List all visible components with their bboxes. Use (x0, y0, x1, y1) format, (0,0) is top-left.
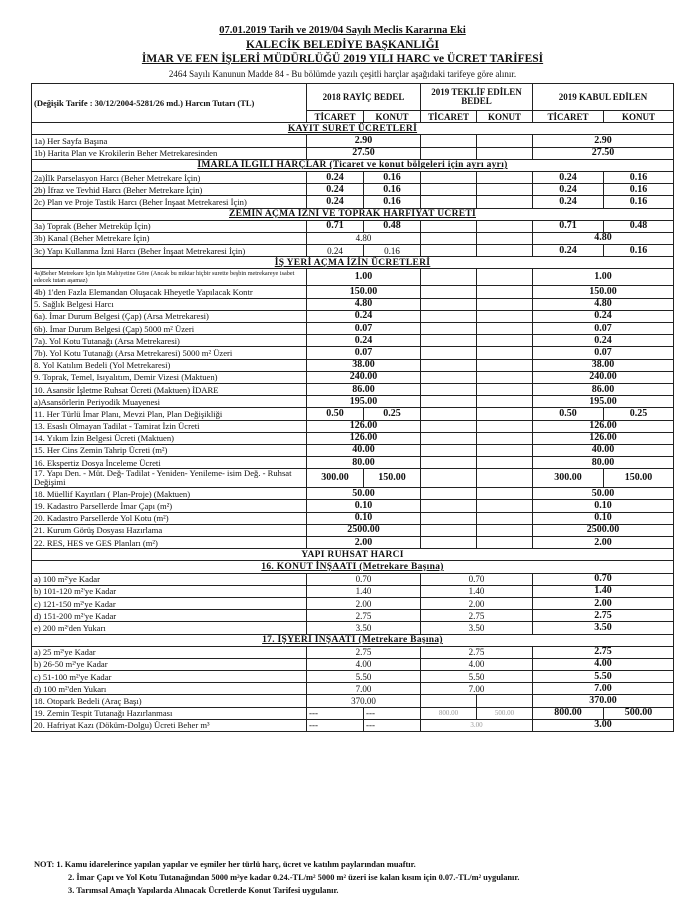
table-row (32, 335, 674, 347)
value-2019: 7.00 (533, 683, 674, 695)
value-2018: 50.00 (307, 488, 421, 500)
value-2019: 126.00 (533, 420, 674, 432)
value-2018: 195.00 (307, 396, 421, 408)
value-2018-konut: 0.25 (364, 408, 421, 420)
row-label: a) 100 m²'ye Kadar (32, 573, 307, 585)
row-label: 2c) Plan ve Proje Tastik Harcı (Beher İnşaat Metrekaresi İçin) (32, 196, 307, 208)
value-2019: 0.24 (533, 310, 674, 322)
value-2019: 0.10 (533, 512, 674, 524)
value-2019-ticaret: 0.24 (533, 171, 604, 183)
table-row (32, 196, 674, 208)
value-2019: 1.00 (533, 269, 674, 286)
note-2: 2. İmar Çapı ve Yol Kotu Tutanağından 5000 m²ye kadar 0.24.-TL/m² 5000 m² üzeri ise kalan kısım için 0.07.-TL/m² uygulanır. (68, 873, 520, 882)
subheader-konut: KONUT (604, 111, 674, 123)
value-2019-konut: 0.16 (604, 171, 674, 183)
row-label: 19. Kadastro Parsellerde İmar Çapı (m²) (32, 500, 307, 512)
value-2019-konut: 0.16 (604, 196, 674, 208)
section-heading: İMARLA İLGİLİ HARÇLAR (Ticaret ve konut bölgeleri için ayrı ayrı) (32, 159, 674, 171)
value-2018: 2.00 (307, 597, 421, 609)
table-row (32, 658, 674, 670)
value-2018-ticaret: 0.24 (307, 196, 364, 208)
subheader-konut: KONUT (364, 111, 421, 123)
section-heading: KAYIT SURET ÜCRETLERİ (32, 123, 674, 135)
row-label: b) 26-50 m²'ye Kadar (32, 658, 307, 670)
value-2018-ticaret: --- (307, 719, 364, 731)
value-2018-konut: 0.16 (364, 245, 421, 257)
value-2019-konut: 0.25 (604, 408, 674, 420)
value-2019: 2500.00 (533, 524, 674, 536)
section-heading: ZEMİN AÇMA İZNİ VE TOPRAK HARFİYAT ÜCRETİ (32, 208, 674, 220)
row-label: d) 100 m²'den Yukarı (32, 683, 307, 695)
value-2019: 40.00 (533, 444, 674, 456)
value-2018-konut: 150.00 (364, 469, 421, 488)
table-row (32, 573, 674, 585)
value-2018: 2.90 (307, 135, 421, 147)
value-2019-proposed-konut: 500.00 (477, 707, 533, 719)
table-row (32, 147, 674, 159)
table-row (32, 232, 674, 244)
table-row (32, 383, 674, 395)
description-column-header: (Değişik Tarife : 30/12/2004-5281/26 md.) Harcın Tutarı (TL) (32, 84, 307, 123)
value-2018: 126.00 (307, 432, 421, 444)
table-row (32, 347, 674, 359)
table-row (32, 597, 674, 609)
value-2019-konut: 0.16 (604, 245, 674, 257)
table-row (32, 432, 674, 444)
row-label: a) 25 m²'ye Kadar (32, 646, 307, 658)
value-2019: 126.00 (533, 432, 674, 444)
table-row (32, 420, 674, 432)
value-2018: 2500.00 (307, 524, 421, 536)
value-2018-konut: 0.16 (364, 196, 421, 208)
row-label: e) 200 m²'den Yukarı (32, 622, 307, 634)
value-2019: 2.90 (533, 135, 674, 147)
row-label: 9. Toprak, Temel, Isıyalıtım, Demir Vizesi (Maktuen) (32, 371, 307, 383)
row-label: 19. Zemin Tespit Tutanağı Hazırlanması (32, 707, 307, 719)
table-row (32, 585, 674, 597)
table-row (32, 184, 674, 196)
table-row (32, 695, 674, 707)
row-label: 5. Sağlık Belgesi Harcı (32, 298, 307, 310)
value-2018-ticaret: 0.24 (307, 245, 364, 257)
row-label: 22. RES, HES ve GES Planları (m²) (32, 537, 307, 549)
row-label: 2b) İfraz ve Tevhid Harcı (Beher Metrekare İçin) (32, 184, 307, 196)
table-row (32, 488, 674, 500)
value-2019-proposed-ticaret: 800.00 (421, 707, 477, 719)
note-1: NOT: 1. Kamu idarelerince yapılan yapılar ve eşmiler her türlü harç, ücret ve katılım paylarından muaftır. (34, 860, 416, 869)
row-label: a)Asansörlerin Periyodik Muayenesi (32, 396, 307, 408)
table-row (32, 646, 674, 658)
value-2019-ticaret: 0.24 (533, 184, 604, 196)
value-2019: 5.50 (533, 671, 674, 683)
value-2019: 370.00 (533, 695, 674, 707)
value-2019: 2.75 (533, 646, 674, 658)
value-2019-konut: 500.00 (604, 707, 674, 719)
row-label: 6b). İmar Durum Belgesi (Çap) 5000 m² Üzeri (32, 323, 307, 335)
table-row (32, 524, 674, 536)
table-row (32, 512, 674, 524)
value-2019: 86.00 (533, 383, 674, 395)
table-row (32, 408, 674, 420)
row-label: 4a)Beher Metrekare İçin İşin Mahiyetine Göre (Ancak bu miktar hiçbir surette beşbin metrekareye isabet edecek tutarı aşamaz) (32, 269, 307, 286)
row-label: 1b) Harita Plan ve Krokilerin Beher Metrekaresinden (32, 147, 307, 159)
row-label: 18. Otopark Bedeli (Araç Başı) (32, 695, 307, 707)
table-row (32, 220, 674, 232)
row-label: d) 151-200 m²'ye Kadar (32, 610, 307, 622)
table-row (32, 371, 674, 383)
value-2019: 2.75 (533, 610, 674, 622)
value-2019: 4.00 (533, 658, 674, 670)
value-2018-konut: 0.16 (364, 171, 421, 183)
value-2018: 2.75 (307, 610, 421, 622)
value-2018: 0.10 (307, 512, 421, 524)
table-row (32, 298, 674, 310)
value-2018: 0.07 (307, 323, 421, 335)
value-2019-proposed: 2.00 (421, 597, 533, 609)
decree-reference: 07.01.2019 Tarih ve 2019/04 Sayılı Meclis Kararına Eki (219, 25, 466, 36)
row-label: 18. Müellif Kayıtları ( Plan-Proje) (Maktuen) (32, 488, 307, 500)
law-reference: 2464 Sayılı Kanunun Madde 84 - Bu bölümde yazılı çeşitli harçlar aşağıdaki tarifeye göre alınır. (168, 69, 517, 79)
row-label: b) 101-120 m²'ye Kadar (32, 585, 307, 597)
row-label: 13. Esaslı Olmayan Tadilat - Tamirat İzin Ücreti (32, 420, 307, 432)
value-2018: 2.00 (307, 537, 421, 549)
subheader-ticaret: TİCARET (533, 111, 604, 123)
value-2018-ticaret: 300.00 (307, 469, 364, 488)
subheader-ticaret: TİCARET (307, 111, 364, 123)
section-heading: 17. İŞYERİ İNŞAATI (Metrekare Başına) (32, 634, 674, 646)
note-3: 3. Tarımsal Amaçlı Yapılarda Alınacak Ücretlerde Konut Tarifesi uygulanır. (68, 886, 339, 895)
value-2018-konut: --- (364, 719, 421, 731)
value-2018: 370.00 (307, 695, 421, 707)
value-2019-konut: 0.16 (604, 184, 674, 196)
row-label: 3a) Toprak (Beher Metreküp İçin) (32, 220, 307, 232)
table-row (32, 245, 674, 257)
value-2018-ticaret: 0.50 (307, 408, 364, 420)
table-row (32, 719, 674, 731)
table-row (32, 323, 674, 335)
value-2018: 0.10 (307, 500, 421, 512)
row-label: 4b) 1'den Fazla Elemandan Oluşacak Hheyetle Yapılacak Kontr (32, 286, 307, 298)
value-2018: 7.00 (307, 683, 421, 695)
row-label: 17. Yapı Den. - Müt. Değ- Tadilat - Yeniden- Yenileme- isim Değ. - Ruhsat Değişimi (32, 469, 307, 488)
table-row (32, 683, 674, 695)
value-2019-ticaret: 300.00 (533, 469, 604, 488)
value-2019-proposed: 4.00 (421, 658, 533, 670)
row-label: 8. Yol Katılım Bedeli (Yol Metrekaresi) (32, 359, 307, 371)
value-2019: 2.00 (533, 537, 674, 549)
table-row (32, 171, 674, 183)
value-2019-ticaret: 800.00 (533, 707, 604, 719)
value-2019: 195.00 (533, 396, 674, 408)
value-2019: 150.00 (533, 286, 674, 298)
row-label: 15. Her Cins Zemin Tahrip Ücreti (m²) (32, 444, 307, 456)
table-row (32, 622, 674, 634)
value-2019-proposed: 3.00 (421, 719, 533, 731)
value-2019: 4.80 (533, 232, 674, 244)
value-2019-konut: 150.00 (604, 469, 674, 488)
value-2018-konut: 0.16 (364, 184, 421, 196)
row-label: 20. Hafriyat Kazı (Döküm-Dolgu) Ücreti Beher m³ (32, 719, 307, 731)
table-row (32, 310, 674, 322)
value-2019-proposed: 7.00 (421, 683, 533, 695)
table-row (32, 135, 674, 147)
table-row (32, 610, 674, 622)
value-2018: 5.50 (307, 671, 421, 683)
value-2018: 0.70 (307, 573, 421, 585)
row-label: 1a) Her Sayfa Başına (32, 135, 307, 147)
section-heading: 16. KONUT İNŞAATI (Metrekare Başına) (32, 561, 674, 573)
value-2018: 86.00 (307, 383, 421, 395)
footnotes (34, 858, 674, 897)
row-label: 7b). Yol Kotu Tutanağı (Arsa Metrekaresi) 5000 m² Üzeri (32, 347, 307, 359)
tariff-title: İMAR VE FEN İŞLERİ MÜDÜRLÜĞÜ 2019 YILI HARC ve ÜCRET TARİFESİ (141, 53, 544, 65)
value-2019-ticaret: 0.50 (533, 408, 604, 420)
section-heading: YAPI RUHSAT HARCI (32, 549, 674, 561)
row-label: 11. Her Türlü İmar Planı, Mevzi Plan, Plan Değişikliği (32, 408, 307, 420)
table-row (32, 457, 674, 469)
column-header-2019-accepted: 2019 KABUL EDİLEN (533, 84, 674, 111)
value-2018: 40.00 (307, 444, 421, 456)
value-2019-proposed: 1.40 (421, 585, 533, 597)
value-2018: 150.00 (307, 286, 421, 298)
table-row (32, 359, 674, 371)
value-2019-proposed: 5.50 (421, 671, 533, 683)
row-label: c) 51-100 m²'ye Kadar (32, 671, 307, 683)
tariff-table (31, 83, 674, 732)
row-label: 3c) Yapı Kullanma İzni Harcı (Beher İnşaat Metrekaresi İçin) (32, 245, 307, 257)
table-row (32, 269, 674, 286)
table-row (32, 444, 674, 456)
value-2018: 0.07 (307, 347, 421, 359)
value-2019: 1.40 (533, 585, 674, 597)
value-2018-konut: 0.48 (364, 220, 421, 232)
value-2018: 0.24 (307, 310, 421, 322)
value-2018-ticaret: --- (307, 707, 364, 719)
value-2018: 4.80 (307, 232, 421, 244)
value-2019-proposed: 2.75 (421, 610, 533, 622)
row-label: 10. Asansör İşletme Ruhsat Ücreti (Maktuen) İDARE (32, 383, 307, 395)
section-heading: İŞ YERİ AÇMA İZİN ÜCRETLERİ (32, 257, 674, 269)
value-2019: 38.00 (533, 359, 674, 371)
value-2019: 0.07 (533, 323, 674, 335)
value-2018: 240.00 (307, 371, 421, 383)
row-label: 20. Kadastro Parsellerde Yol Kotu (m²) (32, 512, 307, 524)
value-2019-proposed: 0.70 (421, 573, 533, 585)
value-2018-ticaret: 0.24 (307, 171, 364, 183)
value-2019: 0.10 (533, 500, 674, 512)
municipality-title: KALECİK BELEDİYE BAŞKANLIĞI (246, 39, 439, 51)
value-2018: 27.50 (307, 147, 421, 159)
row-label: 7a). Yol Kotu Tutanağı (Arsa Metrekaresi) (32, 335, 307, 347)
subheader-konut: KONUT (477, 111, 533, 123)
value-2018: 1.00 (307, 269, 421, 286)
value-2018: 0.24 (307, 335, 421, 347)
value-2018-konut: --- (364, 707, 421, 719)
value-2018: 4.00 (307, 658, 421, 670)
row-label: 21. Kurum Görüş Dosyası Hazırlama (32, 524, 307, 536)
value-2019: 27.50 (533, 147, 674, 159)
value-2019-proposed: 2.75 (421, 646, 533, 658)
value-2018-ticaret: 0.24 (307, 184, 364, 196)
row-label: 3b) Kanal (Beher Metrekare İçin) (32, 232, 307, 244)
value-2019-ticaret: 0.24 (533, 245, 604, 257)
row-label: 6a). İmar Durum Belgesi (Çap) (Arsa Metrekaresi) (32, 310, 307, 322)
table-row (32, 396, 674, 408)
value-2019: 0.24 (533, 335, 674, 347)
value-2018: 2.75 (307, 646, 421, 658)
row-label: 2a)İlk Parselasyon Harcı (Beher Metrekare İçin) (32, 171, 307, 183)
value-2018: 1.40 (307, 585, 421, 597)
value-2018: 3.50 (307, 622, 421, 634)
value-2019: 0.07 (533, 347, 674, 359)
subheader-ticaret: TİCARET (421, 111, 477, 123)
value-2019: 4.80 (533, 298, 674, 310)
table-row (32, 707, 674, 719)
column-header-2019-proposed: 2019 TEKLİF EDİLEN BEDEL (421, 84, 533, 111)
column-header-2018: 2018 RAYİÇ BEDEL (307, 84, 421, 111)
value-2018: 4.80 (307, 298, 421, 310)
table-row (32, 469, 674, 488)
value-2018: 38.00 (307, 359, 421, 371)
row-label: 14. Yıkım İzin Belgesi Ücreti (Maktuen) (32, 432, 307, 444)
value-2019: 2.00 (533, 597, 674, 609)
value-2019: 240.00 (533, 371, 674, 383)
value-2019-ticaret: 0.24 (533, 196, 604, 208)
value-2019-proposed: 3.50 (421, 622, 533, 634)
table-row (32, 671, 674, 683)
value-2019: 80.00 (533, 457, 674, 469)
value-2018-ticaret: 0.71 (307, 220, 364, 232)
table-row (32, 500, 674, 512)
value-2018: 80.00 (307, 457, 421, 469)
value-2019-ticaret: 0.71 (533, 220, 604, 232)
value-2019: 0.70 (533, 573, 674, 585)
value-2019: 3.00 (533, 719, 674, 731)
value-2019: 3.50 (533, 622, 674, 634)
value-2019-konut: 0.48 (604, 220, 674, 232)
table-row (32, 537, 674, 549)
value-2019: 50.00 (533, 488, 674, 500)
row-label: 16. Ekspertiz Dosya İnceleme Ücreti (32, 457, 307, 469)
value-2018: 126.00 (307, 420, 421, 432)
table-row (32, 286, 674, 298)
row-label: c) 121-150 m²'ye Kadar (32, 597, 307, 609)
